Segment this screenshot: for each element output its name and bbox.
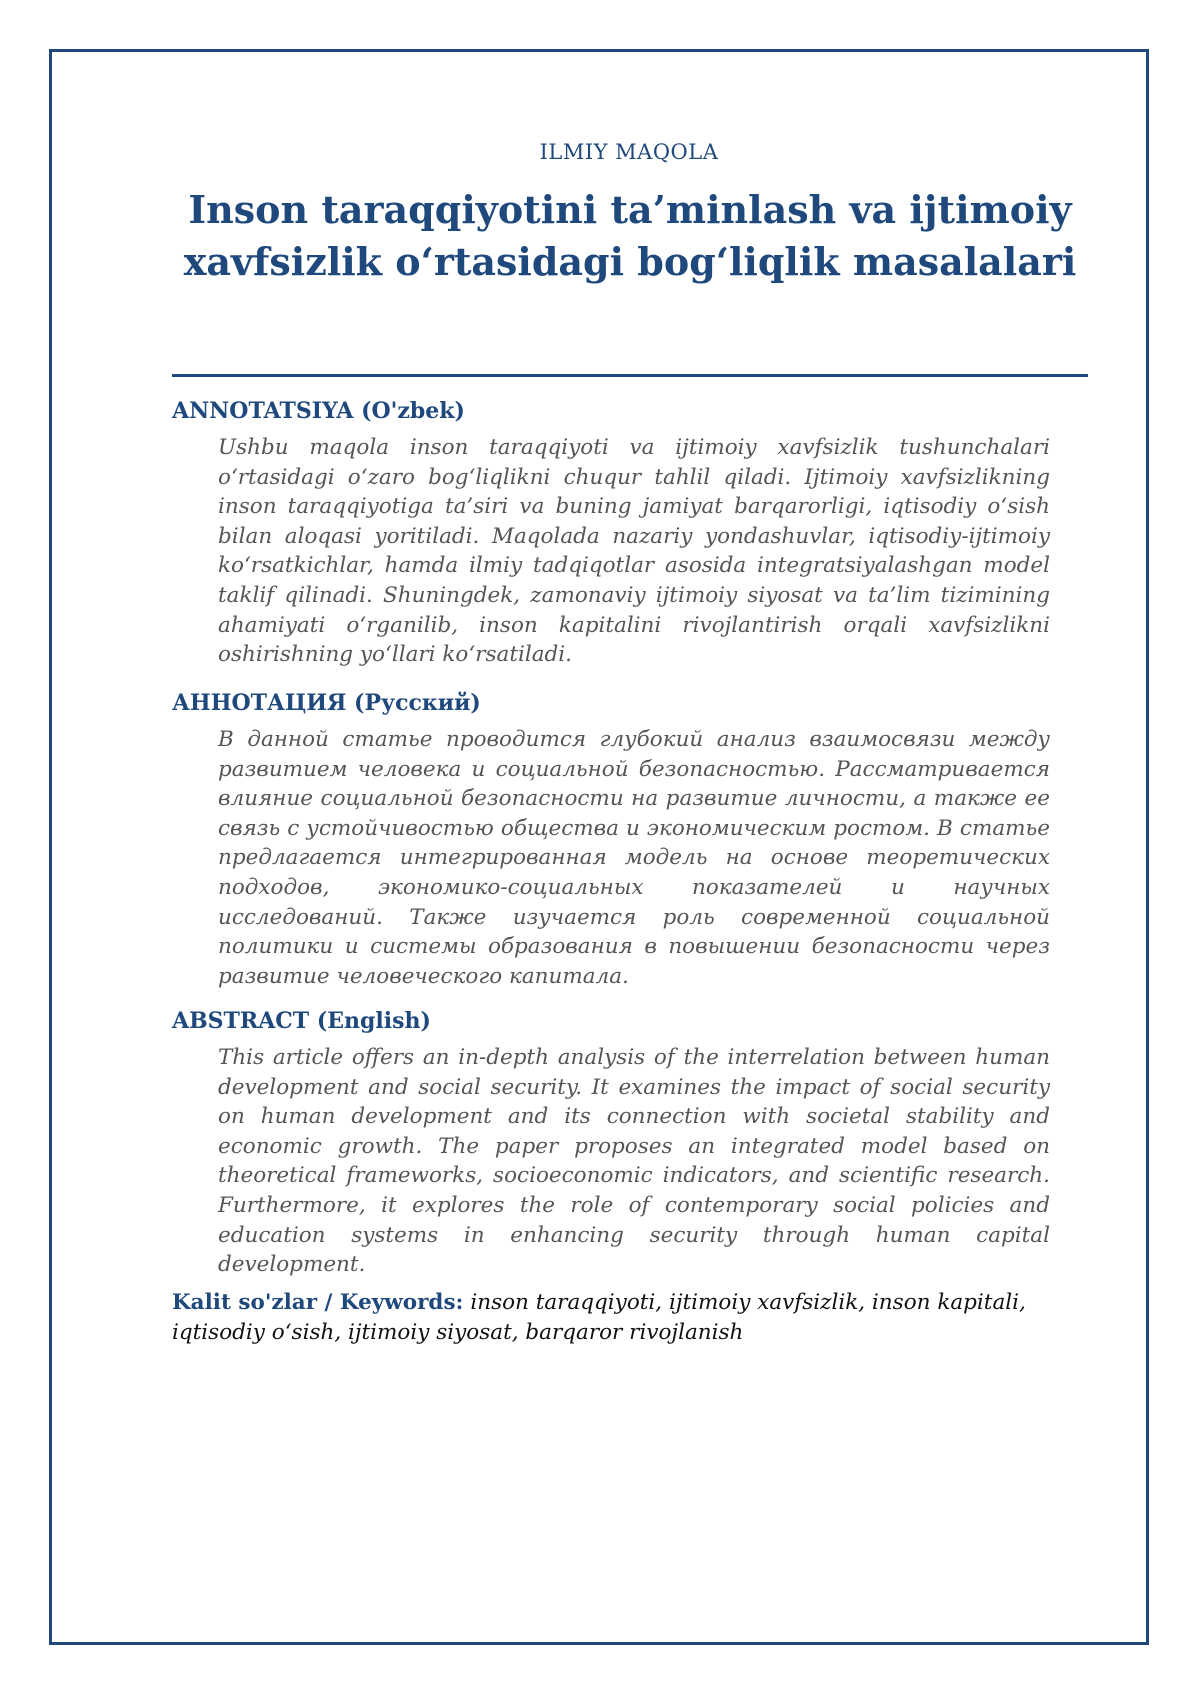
abstract-ru-text: В данной статье проводится глубокий анализ взаимосвязи между развитием человека и социальной безопасностью. Рассматривается влияние социальной безопасности на развитие личности, а также ее связь с устойчивостью общества и экономическим ростом. В статье предлагается интегрированная модель на основе теоретических подходов, экономико-социальных показателей и научных исследований. Также изучается роль современной социальной политики и системы образования в повышении безопасности через развитие человеческого капитала. — [218, 727, 1050, 989]
keywords-values: inson taraqqiyoti, ijtimoiy xavfsizlik, inson kapitali, iqtisodiy o‘sish, ijtimoiy siyosat, barqaror rivojlanish — [172, 1290, 1026, 1345]
abstract-en-heading: ABSTRACT (English) — [172, 1008, 431, 1034]
keywords-line — [172, 1288, 1072, 1348]
keywords-label: Kalit so'zlar / Keywords: — [172, 1290, 464, 1315]
abstract-ru-heading: АННОТАЦИЯ (Русский) — [172, 690, 481, 716]
abstract-uz-heading: ANNOTATSIYA (O'zbek) — [172, 398, 465, 424]
article-type-label: ILMIY MAQOLA — [539, 140, 719, 164]
title-divider — [172, 374, 1088, 377]
abstract-uz-text: Ushbu maqola inson taraqqiyoti va ijtimoiy xavfsizlik tushunchalari o‘rtasidagi o‘zaro bog‘liqlikni chuqur tahlil qiladi. Ijtimoiy xavfsizlikning inson taraqqiyotiga ta’siri va buning jamiyat barqarorligi, iqtisodiy o‘sish bilan aloqasi yoritiladi. Maqolada nazariy yondashuvlar, iqtisodiy-ijtimoiy ko‘rsatkichlar, hamda ilmiy tadqiqotlar asosida integratsiyalashgan model taklif qilinadi. Shuningdek, zamonaviy ijtimoiy siyosat va ta’lim tizimining ahamiyati o‘rganilib, inson kapitalini rivojlantirish orqali xavfsizlikni oshirishning yo‘llari ko‘rsatiladi. — [218, 435, 1050, 668]
abstract-en-text: This article offers an in-depth analysis of the interrelation between human development and social security. It examines the impact of social security on human development and its connection with societal stability and economic growth. The paper proposes an integrated model based on theoretical frameworks, socioeconomic indicators, and scientific research. Furthermore, it explores the role of contemporary social policies and education systems in enhancing security through human capital development. — [218, 1045, 1050, 1278]
article-title: Inson taraqqiyotini ta’minlash va ijtimoiy xavfsizlik o‘rtasidagi bog‘liqlik masalalari — [183, 187, 1077, 284]
